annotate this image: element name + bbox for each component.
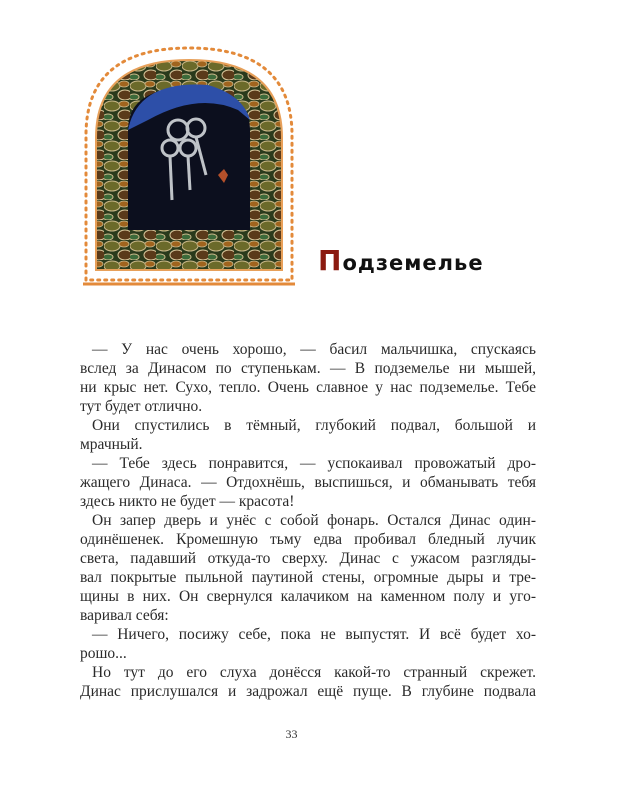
- text-line: — У нас очень хорошо, — басил мальчишка, спускаясь: [92, 341, 536, 358]
- text-line: мрачный.: [80, 436, 143, 453]
- text-line: — Тебе здесь понравится, — успокаивал провожатый дро-: [92, 455, 536, 472]
- text-line: Динас прислушался и задрожал ещё пуще. В глубине подвала: [80, 683, 536, 700]
- text-line: рошо...: [80, 645, 127, 662]
- page-number: 33: [285, 727, 298, 741]
- chapter-illustration-keys: [78, 40, 300, 292]
- text-line: жащего Динаса. — Отдохнёшь, выспишься, и обманывать тебя: [80, 474, 536, 491]
- text-line: вслед за Динасом по ступенькам. — В подземелье ни мышей,: [80, 360, 536, 377]
- text-line: света, падавший откуда-то сверху. Динас с ужасом разгляды-: [80, 550, 536, 567]
- text-line: вал покрытые пыльной паутиной стены, огромные дыры и тре-: [80, 569, 536, 586]
- text-line: — Ничего, посижу себе, пока не выпустят. И всё будет хо-: [92, 626, 536, 643]
- chapter-title-initial: П: [318, 244, 343, 277]
- text-line: ни крыс нет. Сухо, тепло. Очень славное у нас подземелье. Тебе: [80, 379, 536, 396]
- text-line: здесь никто не будет — красота!: [80, 493, 295, 510]
- text-line: Но тут до его слуха донёсся какой-то странный скрежет.: [92, 664, 536, 681]
- text-line: варивал себя:: [80, 607, 169, 624]
- chapter-title: [318, 244, 484, 277]
- text-line: одинёшенек. Кромешную тьму едва пробивал бледный лучик: [80, 531, 536, 548]
- text-line: щины в них. Он свернулся калачиком на каменном полу и уго-: [80, 588, 536, 605]
- text-line: Они спустились в тёмный, глубокий подвал, большой и: [92, 417, 536, 434]
- chapter-title-rest: одземелье: [342, 251, 484, 275]
- text-line: тут будет отлично.: [80, 398, 203, 415]
- body-text: [80, 340, 536, 701]
- text-line: Он запер дверь и унёс с собой фонарь. Остался Динас один-: [92, 512, 536, 529]
